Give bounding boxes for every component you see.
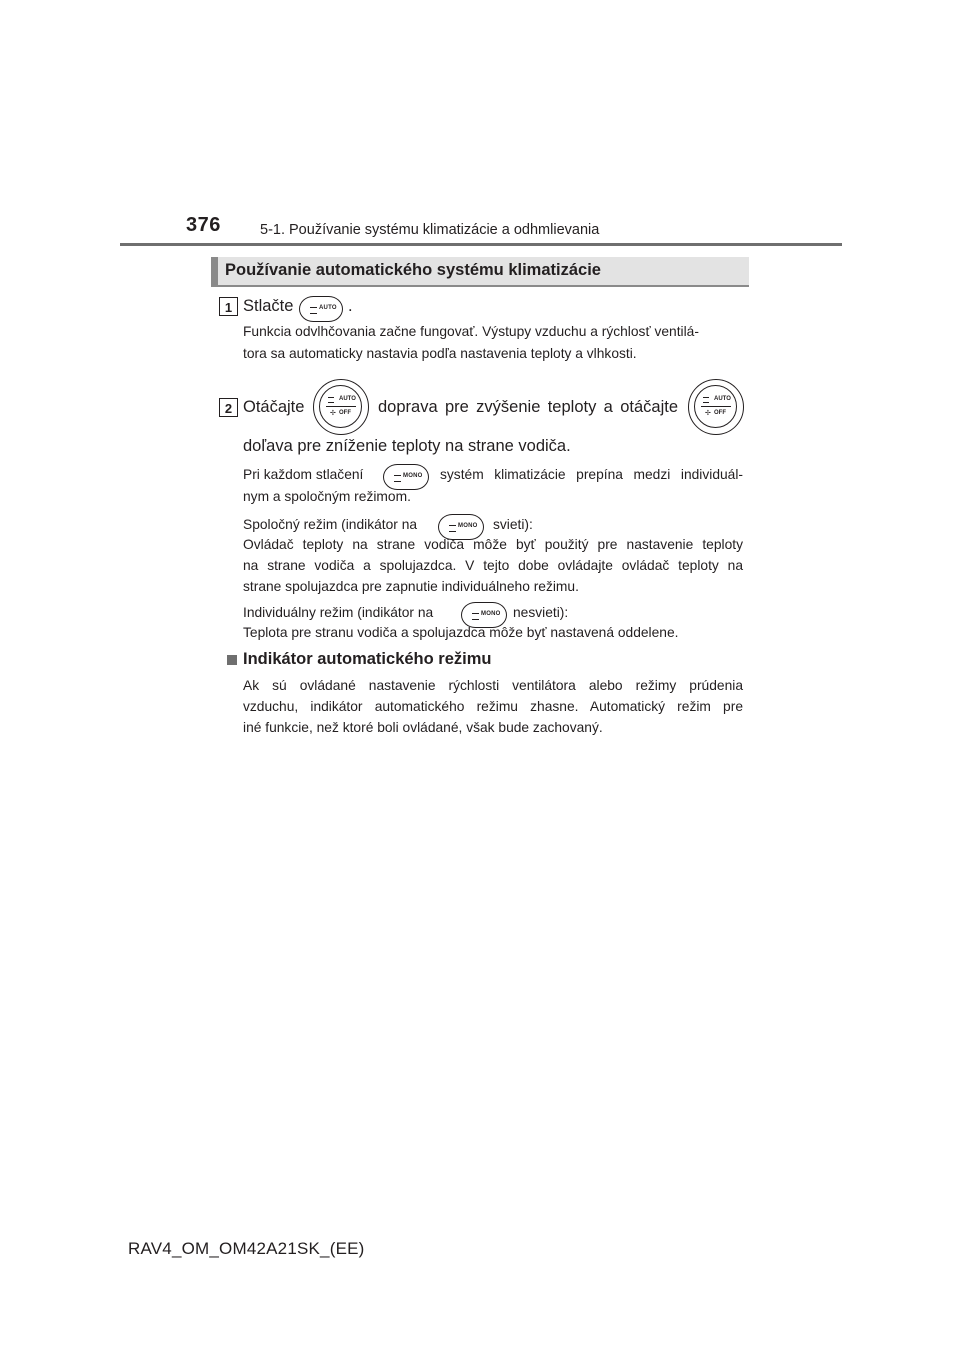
subsection-line-3: iné funkcie, než ktoré boli ovládané, však bude zachovaný.: [243, 720, 603, 735]
indicator-icon: [449, 525, 456, 532]
header-rule: [120, 243, 842, 246]
p2-line-4: strane spolujazdca pre zapnutie individuálneho režimu.: [243, 579, 579, 594]
indicator-icon: [310, 307, 317, 314]
dial-divider: [326, 406, 356, 407]
p3-text-a: Individuálny režim (indikátor na: [243, 605, 434, 620]
auto-button-label: AUTO: [319, 305, 337, 311]
p2-line-2: Ovládač teploty na strane vodiča môže byť použitý pre nastavenie teploty: [243, 537, 743, 552]
mono-button-label: MONO: [403, 473, 423, 479]
p3-text-b: nesvieti):: [513, 605, 569, 620]
p2-line-3: na strane vodiča a spolujazdca. V tejto dobe ovládajte ovládač teploty na: [243, 558, 743, 573]
document-code: RAV4_OM_OM42A21SK_(EE): [128, 1239, 365, 1258]
p1-text-a: Pri každom stlačení: [243, 467, 364, 482]
step-2-text-a: Otáčajte: [243, 398, 305, 416]
dial-off-label: OFF: [339, 410, 351, 416]
p1-text-c: nym a spoločným režimom.: [243, 489, 411, 504]
section-heading: [211, 257, 749, 287]
step-1-text-before: Stlačte: [243, 297, 294, 315]
fan-icon: ✢: [330, 410, 336, 417]
indicator-icon: [703, 397, 709, 403]
step-2-number: 2: [219, 398, 238, 417]
mono-button-icon: [383, 464, 429, 490]
step-2-text-c: doľava pre zníženie teploty na strane vodiča.: [243, 437, 571, 455]
step-2-text-b: doprava pre zvýšenie teploty a otáčajte: [378, 398, 678, 416]
mono-button-label: MONO: [458, 523, 478, 529]
p2-text-b: svieti):: [493, 517, 533, 532]
subsection-line-1: Ak sú ovládané nastavenie rýchlosti ventilátora alebo režimy prúdenia: [243, 678, 743, 693]
mono-button-label: MONO: [481, 611, 501, 617]
subsection-line-2: vzduchu, indikátor automatického režimu zhasne. Automatický režim pre: [243, 699, 743, 714]
p3-line-2: Teplota pre stranu vodiča a spolujazdca môže byť nastavená oddelene.: [243, 625, 679, 640]
indicator-icon: [472, 613, 479, 620]
indicator-icon: [394, 475, 401, 482]
dial-auto-label: AUTO: [339, 396, 356, 402]
step-1-desc-line-2: tora sa automaticky nastavia podľa nastavenia teploty a vlhkosti.: [243, 346, 637, 361]
step-1-text-after: .: [348, 297, 353, 315]
dial-off-label: OFF: [714, 410, 726, 416]
dial-divider: [701, 406, 731, 407]
page-number: 376: [186, 214, 221, 236]
section-title: Používanie automatického systému klimatizácie: [225, 261, 601, 279]
p2-text-a: Spoločný režim (indikátor na: [243, 517, 418, 532]
auto-button-icon: [299, 296, 343, 322]
subsection-title: Indikátor automatického režimu: [243, 650, 492, 668]
fan-icon: ✢: [705, 410, 711, 417]
step-1-desc-line-1: Funkcia odvlhčovania začne fungovať. Výstupy vzduchu a rýchlosť ventilá-: [243, 324, 699, 339]
temperature-dial-icon: [313, 379, 369, 435]
p1-text-b: systém klimatizácie prepína medzi individuál-: [440, 467, 743, 482]
section-marker: [211, 257, 218, 285]
step-1-number: 1: [219, 297, 238, 316]
bullet-square-icon: [227, 655, 237, 665]
dial-auto-label: AUTO: [714, 396, 731, 402]
temperature-dial-icon-2: [688, 379, 744, 435]
indicator-icon: [328, 397, 334, 403]
chapter-title: 5-1. Používanie systému klimatizácie a odhmlievania: [260, 222, 600, 238]
